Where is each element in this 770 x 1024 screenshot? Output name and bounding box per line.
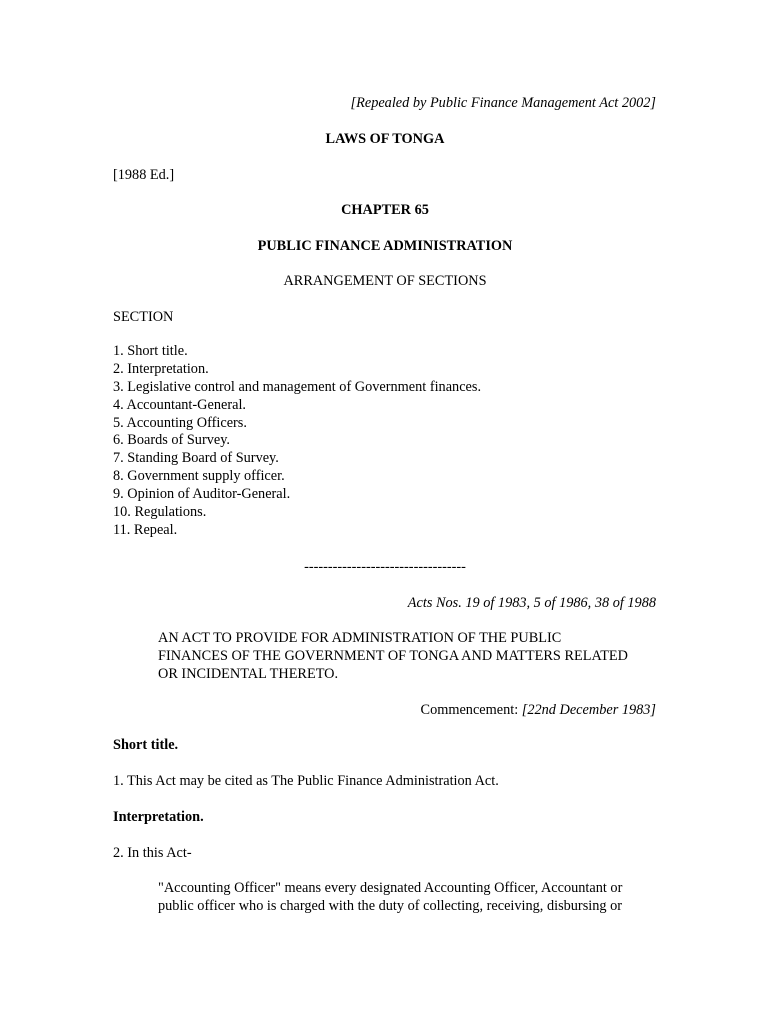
preamble-line: AN ACT TO PROVIDE FOR ADMINISTRATION OF THE PUBLIC: [158, 630, 562, 646]
section-item: 4. Accountant-General.: [113, 396, 246, 413]
acts-numbers: Acts Nos. 19 of 1983, 5 of 1986, 38 of 1988: [407, 595, 656, 611]
section-label: SECTION: [113, 309, 174, 325]
section-item: 10. Regulations.: [113, 504, 207, 521]
short-title-heading: Short title.: [113, 737, 179, 753]
definition-line: public officer who is charged with the duty of collecting, receiving, disbursing or: [158, 898, 623, 914]
section-item: 11. Repeal.: [113, 521, 178, 538]
section-item: 6. Boards of Survey.: [113, 432, 231, 449]
definition-line: "Accounting Officer" means every designated Accounting Officer, Accountant or: [158, 880, 623, 896]
section-item: 5. Accounting Officers.: [113, 414, 247, 431]
preamble-line: FINANCES OF THE GOVERNMENT OF TONGA AND MATTERS RELATED: [158, 648, 628, 664]
preamble-line: OR INCIDENTAL THERETO.: [158, 666, 339, 682]
short-title-text: 1. This Act may be cited as The Public Finance Administration Act.: [113, 773, 499, 789]
chapter-heading: CHAPTER 65: [341, 202, 429, 218]
act-title: PUBLIC FINANCE ADMINISTRATION: [257, 238, 513, 254]
section-item: 1. Short title.: [113, 343, 188, 359]
section-item: 8. Government supply officer.: [113, 468, 285, 485]
arrangement-heading: ARRANGEMENT OF SECTIONS: [283, 273, 487, 289]
laws-title: LAWS OF TONGA: [325, 131, 445, 147]
sections-list: [113, 343, 481, 540]
edition-label: [1988 Ed.]: [113, 167, 175, 183]
commencement-date: [22nd December 1983]: [521, 702, 656, 718]
interpretation-heading: Interpretation.: [113, 809, 204, 825]
section-item: 7. Standing Board of Survey.: [113, 450, 279, 467]
divider-line: ----------------------------------: [304, 559, 466, 575]
section-item: 3. Legislative control and management of Government finances.: [113, 378, 482, 395]
commencement-label: Commencement:: [420, 702, 522, 718]
commencement: [421, 701, 656, 719]
interpretation-intro: 2. In this Act-: [113, 845, 192, 861]
section-item: 2. Interpretation.: [113, 360, 209, 377]
section-item: 9. Opinion of Auditor-General.: [113, 486, 291, 503]
repeal-note: [Repealed by Public Finance Management Act 2002]: [350, 95, 656, 111]
